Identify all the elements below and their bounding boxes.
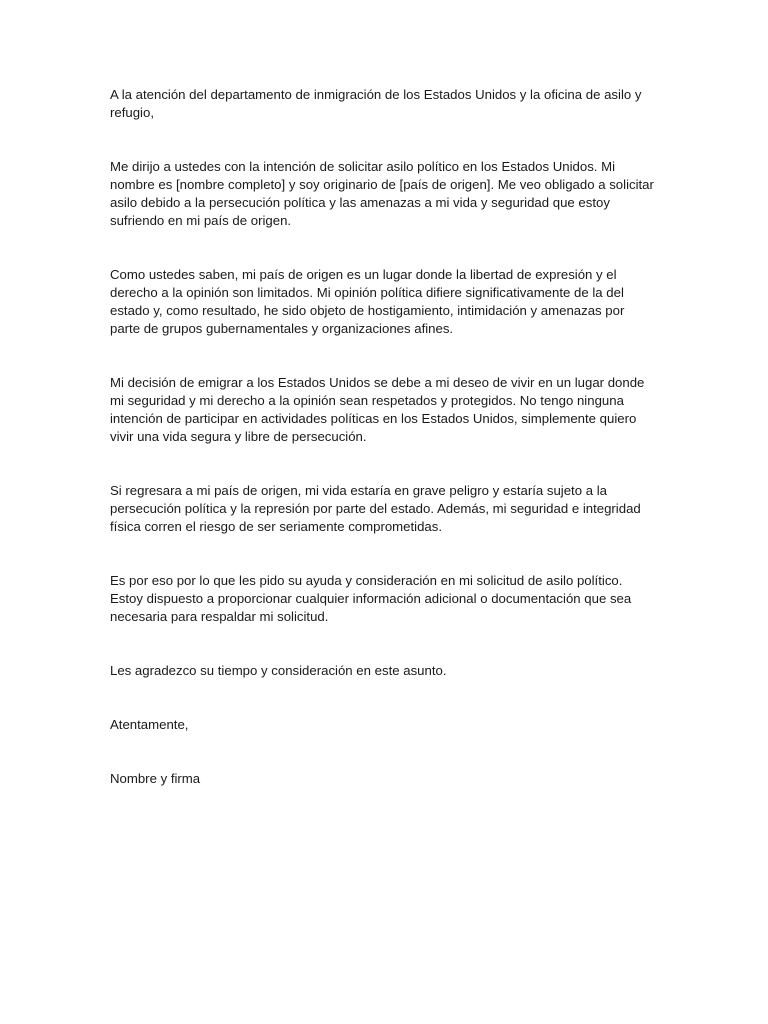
closing: Atentamente, [110,717,189,732]
letter-body [110,86,655,788]
signature-line: Nombre y firma [110,771,201,786]
paragraph-request: Es por eso por lo que les pido su ayuda y consideración en mi solicitud de asilo político. Estoy dispuesto a proporcionar cualquier información adicional o documentación que sea necesaria para respaldar mi solicitud. [110,573,632,624]
paragraph-intro: Me dirijo a ustedes con la intención de solicitar asilo político en los Estados Unidos. Mi nombre es [nombre completo] y soy originario de [país de origen]. Me veo obligado a solicitar asilo debido a la persecución política y las amenazas a mi vida y seguridad que estoy sufriendo en mi país de origen. [110,159,654,228]
paragraph-context: Como ustedes saben, mi país de origen es un lugar donde la libertad de expresión y el derecho a la opinión son limitados. Mi opinión política difiere significativamente de la del estado y, como resultado, he sido objeto de hostigamiento, intimidación y amenazas por parte de grupos gubernamentales y organizaciones afines. [110,267,625,336]
salutation: A la atención del departamento de inmigración de los Estados Unidos y la oficina de asilo y refugio, [110,87,642,120]
paragraph-decision: Mi decisión de emigrar a los Estados Unidos se debe a mi deseo de vivir en un lugar donde mi seguridad y mi derecho a la opinión sean respetados y protegidos. No tengo ninguna intención de participar en actividades políticas en los Estados Unidos, simplemente quiero vivir una vida segura y libre de persecución. [110,375,645,444]
paragraph-thanks: Les agradezco su tiempo y consideración en este asunto. [110,663,447,678]
paragraph-danger: Si regresara a mi país de origen, mi vida estaría en grave peligro y estaría sujeto a la persecución política y la represión por parte del estado. Además, mi seguridad e integridad física corren el riesgo de ser seriamente comprometidas. [110,483,641,534]
